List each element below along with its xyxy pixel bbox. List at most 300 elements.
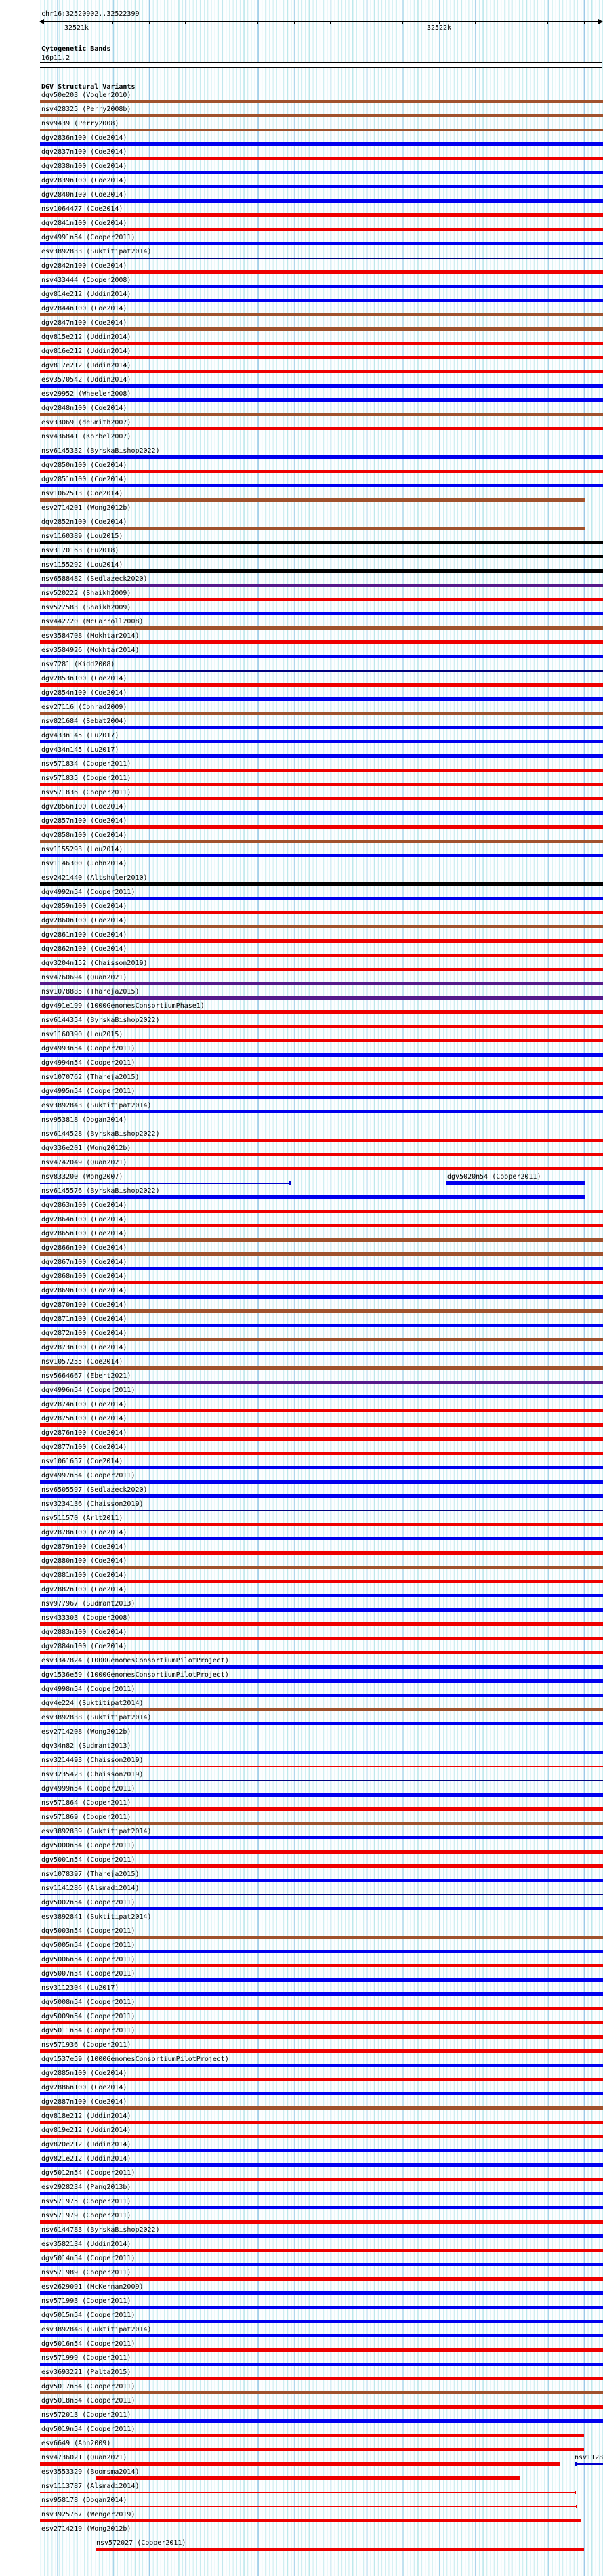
variant-bar[interactable] [40,1594,603,1597]
variant-label[interactable]: nsv571989 (Cooper2011) [41,2269,131,2276]
variant-label[interactable]: nsv3170163 (Fu2018) [41,547,119,554]
variant-label[interactable]: dgv2862n100 (Coe2014) [41,945,127,953]
variant-label[interactable]: dgv5005n54 (Cooper2011) [41,1942,136,1949]
variant-bar[interactable] [40,527,585,530]
variant-label[interactable]: dgv1536e59 (1000GenomesConsortiumPilotProject) [41,1671,229,1679]
variant-bar[interactable] [40,2291,603,2295]
variant-bar[interactable] [40,2049,603,2053]
variant-bar[interactable] [40,327,603,331]
variant-bar[interactable] [40,2135,603,2138]
variant-bar[interactable] [40,1167,603,1170]
variant-label[interactable]: dgv2870n100 (Coe2014) [41,1301,127,1309]
variant-label[interactable]: esv2714201 (Wong2012b) [41,504,131,512]
variant-bar[interactable] [40,1807,603,1811]
variant-label[interactable]: dgv815e212 (Uddin2014) [41,333,131,341]
variant-bar[interactable] [40,2035,603,2039]
variant-label[interactable]: dgv491e199 (1000GenomesConsortiumPhase1) [41,1002,205,1010]
variant-bar[interactable] [40,199,603,203]
variant-bar[interactable] [40,1879,603,1882]
variant-bar[interactable] [40,1252,603,1256]
variant-label[interactable]: nsv1146300 (John2014) [41,860,127,867]
variant-label[interactable]: dgv2850n100 (Coe2014) [41,462,127,469]
variant-label[interactable]: nsv1070762 (Thareja2015) [41,1074,140,1081]
variant-label[interactable]: esv2421440 (Altshuler2010) [41,874,148,882]
variant-label[interactable]: nsv571993 (Cooper2011) [41,2297,131,2305]
variant-bar[interactable] [40,968,603,971]
variant-bar[interactable] [40,769,603,772]
variant-bar[interactable] [40,1992,603,1996]
variant-label[interactable]: dgv5000n54 (Cooper2011) [41,1842,136,1849]
variant-bar[interactable] [40,398,603,402]
variant-label[interactable]: dgv2878n100 (Coe2014) [41,1529,127,1536]
variant-label[interactable]: dgv5019n54 (Cooper2011) [41,2426,136,2433]
variant-label[interactable]: nsv953818 (Dogan2014) [41,1116,127,1124]
variant-bar[interactable] [40,2419,603,2423]
variant-bar[interactable] [40,2506,577,2507]
variant-label[interactable]: dgv2857n100 (Coe2014) [41,817,127,825]
variant-bar[interactable] [40,1452,603,1455]
variant-bar[interactable] [40,811,603,815]
variant-bar[interactable] [40,584,603,587]
variant-bar[interactable] [40,213,603,217]
variant-bar[interactable] [40,2178,603,2181]
variant-label[interactable]: esv3693221 (Palta2015) [41,2369,131,2376]
variant-bar[interactable] [40,2320,603,2323]
variant-label[interactable]: nsv572027 (Cooper2011) [96,2539,186,2547]
variant-label[interactable]: nsv3234136 (Chaisson2019) [41,1500,144,1508]
variant-bar[interactable] [40,655,603,658]
variant-label[interactable]: dgv2866n100 (Coe2014) [41,1244,127,1252]
variant-label[interactable]: dgv2836n100 (Coe2014) [41,134,127,142]
variant-label[interactable]: dgv2852n100 (Coe2014) [41,518,127,526]
variant-bar[interactable] [40,2220,603,2224]
variant-bar[interactable] [40,882,603,886]
variant-label[interactable]: nsv1113787 (Alsmadi2014) [41,2482,140,2490]
variant-label[interactable]: dgv336e201 (Wong2012b) [41,1145,131,1152]
variant-label[interactable]: dgv433n145 (Lu2017) [41,732,119,739]
variant-label[interactable]: nsv571869 (Cooper2011) [41,1814,131,1821]
variant-label[interactable]: esv3584708 (Mokhtar2014) [41,632,140,640]
variant-bar[interactable] [40,1210,603,1213]
variant-label[interactable]: nsv6145576 (ByrskaBishop2022) [41,1187,160,1195]
variant-label[interactable]: esv3582134 (Uddin2014) [41,2241,131,2248]
variant-label[interactable]: dgv5017n54 (Cooper2011) [41,2383,136,2390]
variant-bar[interactable] [40,1067,603,1071]
variant-bar[interactable] [40,982,603,985]
variant-label[interactable]: dgv2863n100 (Coe2014) [41,1202,127,1209]
variant-label[interactable]: nsv977967 (Sudmant2013) [41,1600,136,1608]
variant-label[interactable]: nsv571936 (Cooper2011) [41,2041,131,2049]
variant-label[interactable]: dgv821e212 (Uddin2014) [41,2155,131,2163]
variant-label[interactable]: dgv2851n100 (Coe2014) [41,476,127,483]
variant-label[interactable]: nsv6144783 (ByrskaBishop2022) [41,2226,160,2234]
variant-label[interactable]: dgv2844n100 (Coe2014) [41,305,127,312]
variant-bar[interactable] [40,2106,603,2110]
variant-label[interactable]: esv3584926 (Mokhtar2014) [41,647,140,654]
variant-bar[interactable] [40,598,603,601]
variant-bar[interactable] [40,854,603,857]
variant-bar[interactable] [40,285,603,288]
variant-bar[interactable] [40,1637,603,1640]
variant-label[interactable]: nsv1160390 (Lou2015) [41,1031,123,1038]
variant-label[interactable]: dgv2874n100 (Coe2014) [41,1401,127,1408]
variant-label[interactable]: nsv433444 (Cooper2008) [41,277,131,284]
variant-label[interactable]: nsv442720 (McCarroll2008) [41,618,144,626]
variant-bar[interactable] [40,1864,603,1868]
variant-label[interactable]: dgv4991n54 (Cooper2011) [41,234,136,241]
variant-label[interactable]: esv27116 (Conrad2009) [41,703,127,711]
variant-label[interactable]: dgv817e212 (Uddin2014) [41,362,131,369]
variant-label[interactable]: nsv7281 (Kidd2008) [41,661,115,668]
variant-bar[interactable] [40,2149,603,2152]
variant-label[interactable]: dgv2837n100 (Coe2014) [41,148,127,156]
variant-bar[interactable] [40,1366,603,1370]
variant-label[interactable]: esv3892838 (Suktitipat2014) [41,1714,152,1721]
variant-bar[interactable] [40,1338,603,1341]
variant-label[interactable]: nsv571979 (Cooper2011) [41,2212,131,2220]
variant-bar[interactable] [40,1836,603,1839]
variant-label[interactable]: dgv2841n100 (Coe2014) [41,220,127,227]
variant-bar[interactable] [40,1195,585,1199]
variant-label[interactable]: dgv4998n54 (Cooper2011) [41,1685,136,1693]
variant-label[interactable]: nsv1057255 (Coe2014) [41,1358,123,1366]
variant-bar[interactable] [40,413,603,416]
variant-label[interactable]: dgv2868n100 (Coe2014) [41,1273,127,1280]
variant-label[interactable]: dgv2880n100 (Coe2014) [41,1557,127,1565]
variant-bar[interactable] [40,2206,603,2209]
variant-bar[interactable] [40,2249,603,2252]
variant-label[interactable]: dgv2854n100 (Coe2014) [41,689,127,697]
variant-label[interactable]: dgv5003n54 (Cooper2011) [41,1927,136,1935]
variant-bar[interactable] [40,2334,603,2337]
variant-label[interactable]: dgv5006n54 (Cooper2011) [41,1956,136,1963]
variant-bar[interactable] [40,1936,603,1939]
variant-bar[interactable] [40,555,603,558]
variant-label[interactable]: nsv4736021 (Quan2021) [41,2454,127,2461]
variant-bar[interactable] [40,1082,603,1085]
variant-label[interactable]: nsv1141286 (Alsmadi2014) [41,1885,140,1892]
variant-bar[interactable] [40,1096,603,1099]
variant-bar[interactable] [40,356,603,359]
variant-label[interactable]: nsv571999 (Cooper2011) [41,2354,131,2362]
variant-bar[interactable] [40,1295,603,1299]
variant-label[interactable]: dgv2882n100 (Coe2014) [41,1586,127,1593]
variant-bar[interactable] [40,1153,603,1156]
variant-bar[interactable] [40,1224,603,1227]
variant-label[interactable]: dgv2885n100 (Coe2014) [41,2070,127,2077]
variant-label[interactable]: esv29952 (Wheeler2008) [41,390,131,398]
variant-label[interactable]: dgv2838n100 (Coe2014) [41,163,127,170]
variant-label[interactable]: dgv2886n100 (Coe2014) [41,2084,127,2091]
variant-bar[interactable] [40,1651,603,1654]
variant-bar[interactable] [40,129,603,131]
variant-bar[interactable] [40,1708,603,1711]
variant-label[interactable]: dgv5008n54 (Cooper2011) [41,1999,136,2006]
variant-bar[interactable] [40,2007,603,2010]
variant-label[interactable]: dgv2867n100 (Coe2014) [41,1259,127,1266]
variant-bar[interactable] [40,1694,603,1697]
variant-bar[interactable] [40,1494,603,1498]
variant-bar[interactable] [40,1352,603,1355]
variant-label[interactable]: nsv511570 (Arlt2011) [41,1515,123,1522]
variant-label[interactable]: nsv3112304 (Lu2017) [41,1984,119,1992]
variant-label[interactable]: dgv5009n54 (Cooper2011) [41,2013,136,2020]
variant-label[interactable]: nsv9439 (Perry2008) [41,120,119,127]
variant-bar[interactable] [40,2163,603,2167]
variant-bar[interactable] [40,569,603,573]
variant-bar[interactable] [40,157,603,160]
variant-label[interactable]: nsv1064477 (Coe2014) [41,205,123,213]
variant-label[interactable]: dgv4999n54 (Cooper2011) [41,1785,136,1793]
variant-label[interactable]: dgv2860n100 (Coe2014) [41,917,127,924]
variant-label[interactable]: nsv3235423 (Chaisson2019) [41,1771,144,1778]
variant-bar[interactable] [40,2192,603,2195]
variant-label[interactable]: nsv1061657 (Coe2014) [41,1458,123,1465]
variant-bar[interactable] [40,470,603,473]
variant-bar[interactable] [40,2462,560,2466]
variant-label[interactable]: dgv4e224 (Suktitipat2014) [41,1700,144,1707]
variant-label[interactable]: esv33069 (deSmith2007) [41,419,131,426]
variant-label[interactable]: dgv4997n54 (Cooper2011) [41,1472,136,1479]
variant-label[interactable]: nsv571864 (Cooper2011) [41,1799,131,1807]
variant-label[interactable]: nsv4760694 (Quan2021) [41,974,127,981]
variant-label[interactable]: dgv5016n54 (Cooper2011) [41,2340,136,2348]
variant-bar[interactable] [40,258,603,259]
variant-label[interactable]: dgv2853n100 (Coe2014) [41,675,127,682]
variant-bar[interactable] [40,185,603,188]
variant-bar[interactable] [40,370,603,373]
variant-label[interactable]: nsv1078397 (Thareja2015) [41,1870,140,1878]
variant-bar[interactable] [40,1025,603,1028]
variant-label[interactable]: dgv2879n100 (Coe2014) [41,1543,127,1551]
variant-bar[interactable] [40,783,603,786]
variant-label[interactable]: dgv5007n54 (Cooper2011) [41,1970,136,1978]
variant-bar[interactable] [40,1793,603,1797]
variant-label[interactable]: nsv6144528 (ByrskaBishop2022) [41,1130,160,1138]
variant-label[interactable]: dgv2869n100 (Coe2014) [41,1287,127,1294]
variant-bar[interactable] [40,384,603,388]
variant-bar[interactable] [40,299,603,302]
variant-label[interactable]: dgv2872n100 (Coe2014) [41,1330,127,1337]
variant-label[interactable]: esv3892843 (Suktitipat2014) [41,1102,152,1109]
variant-label[interactable]: nsv1128 [575,2454,603,2461]
variant-label[interactable]: dgv2861n100 (Coe2014) [41,931,127,939]
variant-label[interactable]: nsv1062513 (Coe2014) [41,490,123,497]
variant-bar[interactable] [40,100,603,103]
variant-label[interactable]: nsv436841 (Korbel2007) [41,433,131,441]
variant-label[interactable]: dgv4993n54 (Cooper2011) [41,1045,136,1052]
variant-bar[interactable] [40,939,603,943]
variant-bar[interactable] [40,1850,603,1854]
variant-label[interactable]: dgv5015n54 (Cooper2011) [41,2312,136,2319]
variant-label[interactable]: nsv5664667 (Ebert2021) [41,1372,131,1380]
variant-label[interactable]: esv3570542 (Uddin2014) [41,376,131,384]
variant-bar[interactable] [40,114,603,117]
variant-label[interactable]: dgv5002n54 (Cooper2011) [41,1899,136,1906]
variant-label[interactable]: esv6649 (Ahn2009) [41,2440,111,2447]
variant-bar[interactable] [40,1309,603,1313]
variant-label[interactable]: dgv2859n100 (Coe2014) [41,903,127,910]
variant-bar[interactable] [40,1437,603,1441]
variant-label[interactable]: dgv2884n100 (Coe2014) [41,1643,127,1650]
variant-label[interactable]: dgv819e212 (Uddin2014) [41,2127,131,2134]
variant-bar[interactable] [575,2463,603,2465]
variant-bar[interactable] [40,2263,603,2266]
variant-label[interactable]: dgv3204n152 (Chaisson2019) [41,960,148,967]
variant-bar[interactable] [40,825,603,829]
variant-bar[interactable] [40,1267,603,1270]
variant-bar[interactable] [40,455,603,459]
variant-label[interactable]: dgv2883n100 (Coe2014) [41,1629,127,1636]
variant-bar[interactable] [40,1423,603,1427]
variant-bar[interactable] [40,897,603,900]
variant-bar[interactable] [40,726,603,729]
variant-bar[interactable] [40,1722,603,1725]
variant-label[interactable]: dgv4995n54 (Cooper2011) [41,1088,136,1095]
variant-bar[interactable] [40,2021,603,2024]
variant-label[interactable]: dgv816e212 (Uddin2014) [41,348,131,355]
variant-label[interactable]: dgv2873n100 (Coe2014) [41,1344,127,1351]
variant-bar[interactable] [40,2377,603,2380]
variant-label[interactable]: esv2714219 (Wong2012b) [41,2525,131,2533]
variant-label[interactable]: nsv433303 (Cooper2008) [41,1614,131,1622]
variant-bar[interactable] [40,1566,603,1569]
variant-bar[interactable] [40,313,603,316]
variant-bar[interactable] [40,1409,603,1412]
variant-label[interactable]: esv3347824 (1000GenomesConsortiumPilotProject) [41,1657,229,1664]
variant-label[interactable]: esv2928234 (Pang2013b) [41,2184,131,2191]
variant-bar[interactable] [40,1822,603,1825]
variant-bar[interactable] [40,1608,603,1612]
variant-label[interactable]: nsv833200 (Wong2007) [41,1173,123,1181]
variant-bar[interactable] [40,1510,603,1511]
variant-label[interactable]: dgv2840n100 (Coe2014) [41,191,127,199]
variant-bar[interactable] [40,1139,603,1142]
variant-bar[interactable] [40,683,603,687]
variant-label[interactable]: esv3892839 (Suktitipat2014) [41,1828,152,1835]
variant-bar[interactable] [40,1894,603,1895]
variant-bar[interactable] [40,498,585,502]
variant-bar[interactable] [40,626,603,630]
variant-label[interactable]: dgv2865n100 (Coe2014) [41,1230,127,1238]
variant-bar[interactable] [40,740,603,743]
variant-bar[interactable] [40,1580,603,1583]
variant-bar[interactable] [40,2363,603,2366]
variant-bar[interactable] [40,840,603,843]
variant-label[interactable]: nsv571835 (Cooper2011) [41,775,131,782]
variant-bar[interactable] [40,640,603,644]
variant-bar[interactable] [40,1679,603,1683]
variant-bar[interactable] [40,1381,603,1384]
variant-bar[interactable] [40,1110,603,1113]
variant-bar[interactable] [446,1181,585,1185]
variant-bar[interactable] [40,1978,603,1982]
variant-bar[interactable] [40,911,603,914]
variant-label[interactable]: dgv2848n100 (Coe2014) [41,405,127,412]
variant-label[interactable]: dgv2875n100 (Coe2014) [41,1415,127,1423]
variant-label[interactable]: dgv5020n54 (Cooper2011) [447,1173,541,1181]
variant-bar[interactable] [40,2078,603,2081]
variant-bar[interactable] [40,1964,603,1967]
variant-bar[interactable] [40,2121,603,2124]
variant-bar[interactable] [40,2348,603,2352]
variant-label[interactable]: dgv1537e59 (1000GenomesConsortiumPilotProject) [41,2056,229,2063]
variant-bar[interactable] [40,2492,575,2493]
variant-bar[interactable] [40,2277,603,2281]
variant-label[interactable]: esv3892841 (Suktitipat2014) [41,1913,152,1921]
variant-label[interactable]: nsv958178 (Dogan2014) [41,2497,127,2504]
variant-label[interactable]: dgv2839n100 (Coe2014) [41,177,127,184]
variant-bar[interactable] [40,1395,603,1398]
variant-bar[interactable] [40,2519,581,2522]
variant-label[interactable]: dgv2847n100 (Coe2014) [41,319,127,327]
variant-bar[interactable] [40,797,603,800]
variant-label[interactable]: esv3553329 (Boomsma2014) [41,2468,140,2476]
variant-bar[interactable] [40,1551,603,1555]
variant-bar[interactable] [40,754,603,758]
variant-bar[interactable] [40,1183,290,1184]
variant-bar[interactable] [40,1537,603,1540]
variant-bar[interactable] [40,1766,603,1767]
variant-bar[interactable] [40,1281,603,1284]
variant-label[interactable]: nsv520222 (Shaikh2009) [41,590,131,597]
variant-bar[interactable] [40,2434,584,2437]
variant-label[interactable]: nsv6505597 (Sedlazeck2020) [41,1486,148,1494]
variant-label[interactable]: nsv1160389 (Lou2015) [41,533,123,540]
variant-label[interactable]: dgv4992n54 (Cooper2011) [41,888,136,896]
variant-bar[interactable] [40,954,603,957]
variant-bar[interactable] [40,2448,584,2451]
variant-label[interactable]: dgv814e212 (Uddin2014) [41,291,131,298]
variant-label[interactable]: dgv2877n100 (Coe2014) [41,1444,127,1451]
variant-bar[interactable] [40,1780,603,1781]
variant-bar[interactable] [96,2548,584,2551]
variant-label[interactable]: nsv3214493 (Chaisson2019) [41,1757,144,1764]
variant-bar[interactable] [40,1480,603,1484]
variant-label[interactable]: dgv5012n54 (Cooper2011) [41,2169,136,2177]
variant-bar[interactable] [40,712,603,715]
variant-bar[interactable] [96,2476,520,2480]
variant-bar[interactable] [40,1039,603,1042]
variant-label[interactable]: dgv2881n100 (Coe2014) [41,1572,127,1579]
variant-label[interactable]: dgv5011n54 (Cooper2011) [41,2027,136,2035]
variant-bar[interactable] [40,1466,603,1469]
variant-bar[interactable] [40,228,603,231]
variant-label[interactable]: nsv1155293 (Lou2014) [41,846,123,853]
variant-label[interactable]: dgv2842n100 (Coe2014) [41,262,127,270]
variant-bar[interactable] [40,484,603,487]
variant-bar[interactable] [40,612,603,615]
variant-label[interactable]: esv3892848 (Suktitipat2014) [41,2326,152,2333]
variant-label[interactable]: nsv1078885 (Thareja2015) [41,988,140,996]
variant-bar[interactable] [40,2064,603,2067]
variant-bar[interactable] [40,925,603,928]
variant-bar[interactable] [40,1665,603,1669]
variant-bar[interactable] [40,1010,603,1014]
variant-label[interactable]: nsv527583 (Shaikh2009) [41,604,131,611]
variant-label[interactable]: nsv428325 (Perry2008b) [41,106,131,113]
variant-label[interactable]: dgv820e212 (Uddin2014) [41,2141,131,2148]
variant-bar[interactable] [40,342,603,345]
variant-label[interactable]: nsv571975 (Cooper2011) [41,2198,131,2205]
variant-label[interactable]: nsv571834 (Cooper2011) [41,760,131,768]
variant-bar[interactable] [40,1238,603,1242]
variant-bar[interactable] [40,1907,603,1910]
variant-bar[interactable] [40,1950,603,1953]
variant-bar[interactable] [40,270,603,274]
variant-bar[interactable] [40,670,603,672]
variant-bar[interactable] [40,2391,603,2394]
